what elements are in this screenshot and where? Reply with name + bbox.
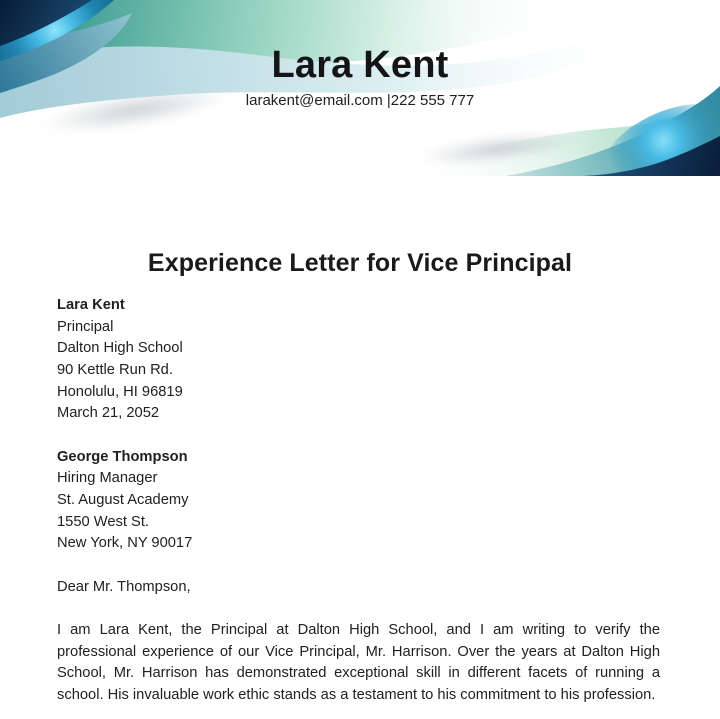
recipient-name: George Thompson xyxy=(57,448,188,465)
contact-line: larakent@email.com |222 555 777 xyxy=(245,92,475,109)
address-line: St. August Academy xyxy=(57,492,189,509)
address-line: New York, NY 90017 xyxy=(57,535,193,552)
address-line: Hiring Manager xyxy=(57,470,158,487)
body-paragraph: I am Lara Kent, the Principal at Dalton High School, and I am writing to verify the professional experience of our Vice Principal, Mr. Harrison. Over the years at Dalton High School, Mr. Harrison has demonstrated exceptional skill in different facets of running a school. His invaluable work ethic stands as a testament to his commitment to his profession. xyxy=(57,622,660,704)
sender-lines xyxy=(57,317,660,425)
sender-name: Lara Kent xyxy=(57,297,125,313)
sender-block xyxy=(57,295,660,425)
address-line: March 21, 2052 xyxy=(57,405,160,422)
letter-title: Experience Letter for Vice Principal xyxy=(147,249,573,277)
salutation: Dear Mr. Thompson, xyxy=(57,578,191,595)
address-line: Principal xyxy=(57,318,114,335)
address-line: 1550 West St. xyxy=(57,513,149,530)
address-line: Dalton High School xyxy=(57,340,183,357)
recipient-block xyxy=(57,447,660,555)
letter-body xyxy=(57,295,660,707)
address-line: 90 Kettle Run Rd. xyxy=(57,362,173,379)
recipient-lines xyxy=(57,468,660,555)
page-title-name: Lara Kent xyxy=(271,44,449,86)
address-line: Honolulu, HI 96819 xyxy=(57,383,183,400)
